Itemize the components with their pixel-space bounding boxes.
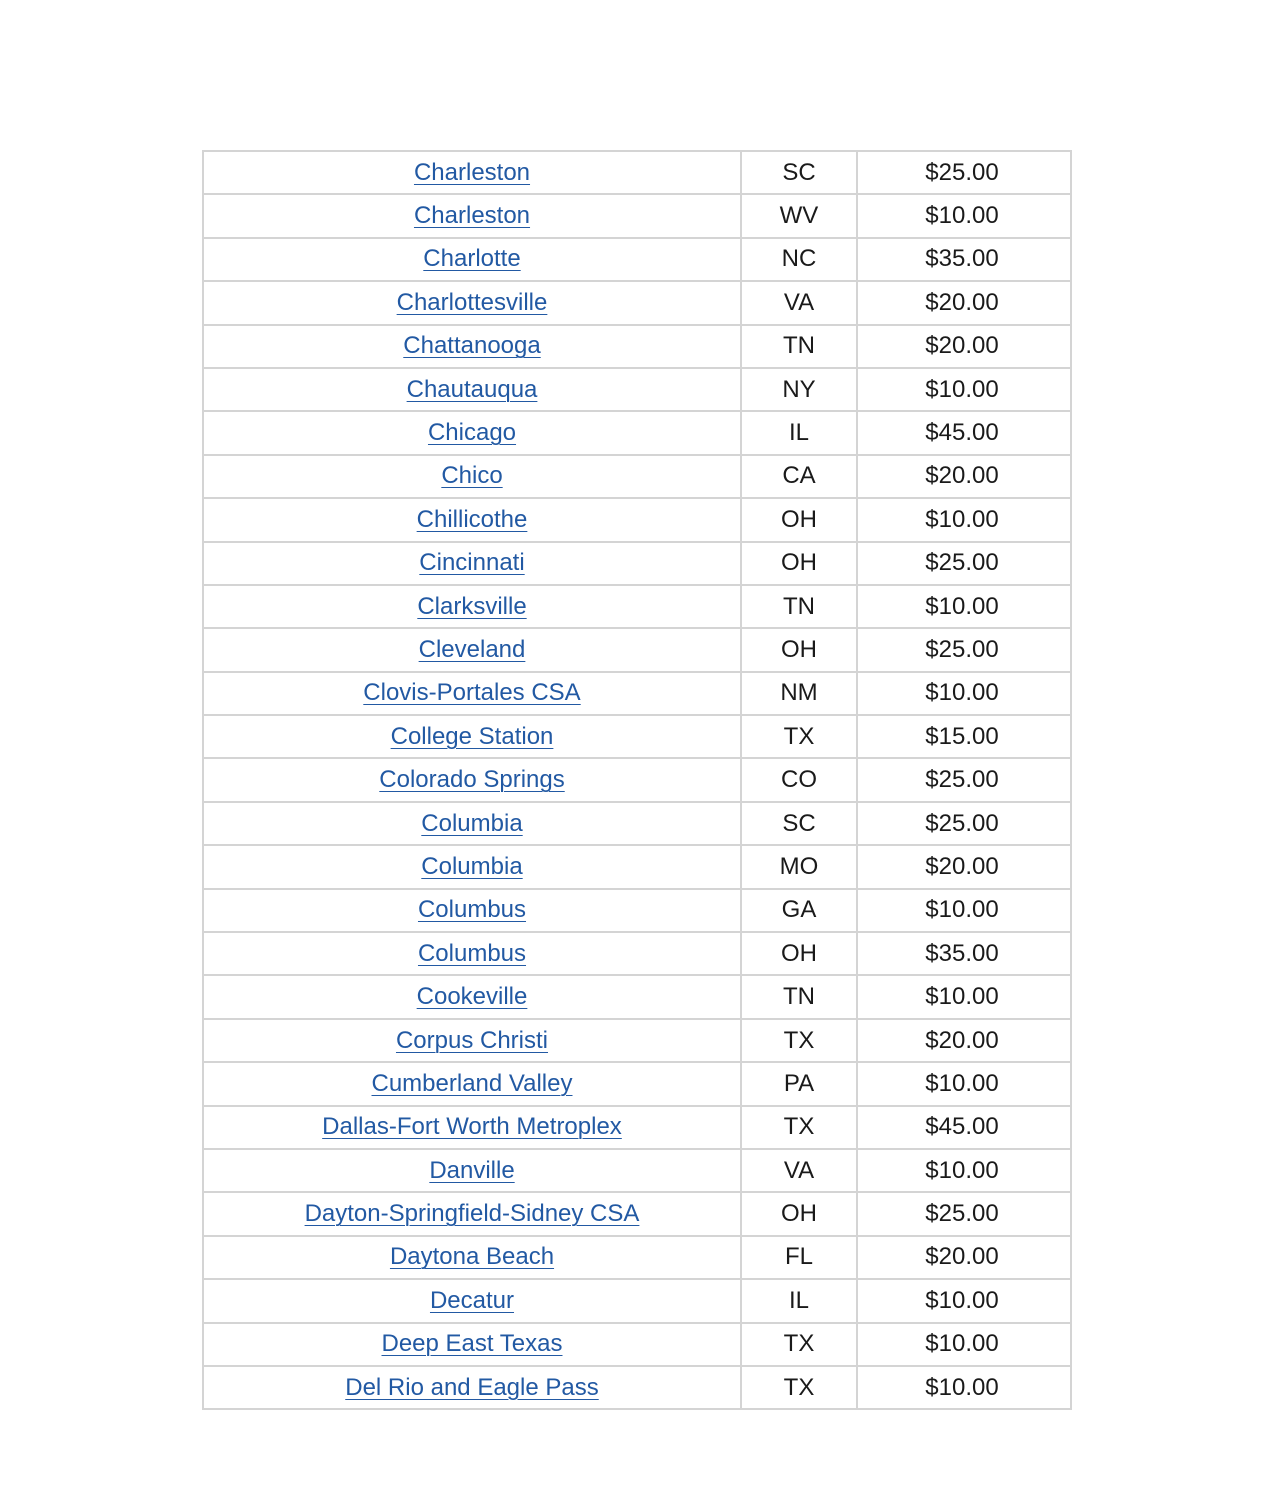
price-value: $10.00 <box>925 1286 999 1314</box>
state-cell: TX <box>741 1019 857 1062</box>
state-cell: TN <box>741 975 857 1018</box>
state-cell: SC <box>741 802 857 845</box>
price-value: $10.00 <box>925 505 999 533</box>
price-cell <box>857 932 1071 975</box>
city-link[interactable]: College Station <box>390 722 554 750</box>
city-link[interactable]: Chicago <box>427 419 517 447</box>
city-link[interactable]: Clovis-Portales CSA <box>363 679 581 707</box>
table-row <box>203 1106 1071 1149</box>
city-cell <box>203 1106 741 1149</box>
price-value: $10.00 <box>925 896 999 924</box>
state-cell: FL <box>741 1236 857 1279</box>
table-row <box>203 585 1071 628</box>
city-cell <box>203 932 741 975</box>
city-link[interactable]: Charlotte <box>423 245 521 273</box>
city-cell <box>203 1279 741 1322</box>
price-cell <box>857 411 1071 454</box>
table-body <box>203 151 1071 1409</box>
price-value: $25.00 <box>925 549 999 577</box>
city-cell <box>203 151 741 194</box>
price-cell <box>857 151 1071 194</box>
city-link[interactable]: Cincinnati <box>419 549 525 577</box>
price-value: $25.00 <box>925 1200 999 1228</box>
table-row <box>203 1366 1071 1409</box>
city-link[interactable]: Charleston <box>413 158 531 186</box>
table-row <box>203 889 1071 932</box>
price-value: $35.00 <box>925 245 999 273</box>
city-link[interactable]: Columbus <box>417 896 527 924</box>
city-link[interactable]: Cumberland Valley <box>371 1069 573 1097</box>
table-row <box>203 281 1071 324</box>
table-row <box>203 1149 1071 1192</box>
table-row <box>203 368 1071 411</box>
state-cell: IL <box>741 411 857 454</box>
table-row <box>203 325 1071 368</box>
state-cell: CA <box>741 455 857 498</box>
state-cell: TX <box>741 715 857 758</box>
city-cell <box>203 238 741 281</box>
state-cell: TN <box>741 585 857 628</box>
table-row <box>203 672 1071 715</box>
price-cell <box>857 1192 1071 1235</box>
price-cell <box>857 1323 1071 1366</box>
city-link[interactable]: Clarksville <box>417 592 527 620</box>
city-cell <box>203 542 741 585</box>
city-link[interactable]: Chico <box>441 462 503 490</box>
state-cell: TX <box>741 1106 857 1149</box>
price-value: $25.00 <box>925 635 999 663</box>
state-cell: WV <box>741 194 857 237</box>
city-cell <box>203 715 741 758</box>
price-value: $10.00 <box>925 1330 999 1358</box>
state-cell: OH <box>741 542 857 585</box>
price-value: $15.00 <box>925 722 999 750</box>
price-value: $45.00 <box>925 419 999 447</box>
city-cell <box>203 281 741 324</box>
city-cell <box>203 1323 741 1366</box>
city-cell <box>203 411 741 454</box>
city-cell <box>203 368 741 411</box>
city-link[interactable]: Chattanooga <box>403 332 541 360</box>
city-cell <box>203 889 741 932</box>
state-cell: OH <box>741 1192 857 1235</box>
state-cell: OH <box>741 628 857 671</box>
market-table-container <box>202 150 1070 1410</box>
table-row <box>203 1192 1071 1235</box>
city-link[interactable]: Columbia <box>421 809 523 837</box>
price-cell <box>857 1279 1071 1322</box>
price-cell <box>857 1019 1071 1062</box>
table-row <box>203 411 1071 454</box>
price-cell <box>857 542 1071 585</box>
price-cell <box>857 889 1071 932</box>
price-value: $10.00 <box>925 375 999 403</box>
table-row <box>203 802 1071 845</box>
table-row <box>203 542 1071 585</box>
state-cell: TX <box>741 1366 857 1409</box>
city-link[interactable]: Colorado Springs <box>379 766 565 794</box>
state-cell: NM <box>741 672 857 715</box>
price-cell <box>857 1106 1071 1149</box>
state-cell: TN <box>741 325 857 368</box>
table-row <box>203 194 1071 237</box>
city-link[interactable]: Dallas-Fort Worth Metroplex <box>322 1113 622 1141</box>
state-cell: OH <box>741 498 857 541</box>
city-link[interactable]: Del Rio and Eagle Pass <box>345 1373 599 1401</box>
table-row <box>203 628 1071 671</box>
city-cell <box>203 194 741 237</box>
table-row <box>203 1236 1071 1279</box>
price-value: $10.00 <box>925 592 999 620</box>
city-link[interactable]: Cleveland <box>418 635 526 663</box>
table-row <box>203 975 1071 1018</box>
city-link[interactable]: Decatur <box>429 1286 515 1314</box>
city-cell <box>203 1019 741 1062</box>
city-cell <box>203 585 741 628</box>
price-value: $20.00 <box>925 1026 999 1054</box>
table-row <box>203 1279 1071 1322</box>
price-value: $20.00 <box>925 852 999 880</box>
state-cell: NY <box>741 368 857 411</box>
city-link[interactable]: Charlottesville <box>396 288 548 316</box>
price-value: $10.00 <box>925 1156 999 1184</box>
city-cell <box>203 1236 741 1279</box>
price-cell <box>857 455 1071 498</box>
table-row <box>203 1062 1071 1105</box>
table-row <box>203 845 1071 888</box>
city-cell <box>203 802 741 845</box>
state-cell: OH <box>741 932 857 975</box>
price-cell <box>857 845 1071 888</box>
state-cell: MO <box>741 845 857 888</box>
price-cell <box>857 802 1071 845</box>
city-link[interactable]: Chautauqua <box>406 375 538 403</box>
table-row <box>203 1019 1071 1062</box>
price-value: $20.00 <box>925 1243 999 1271</box>
price-cell <box>857 281 1071 324</box>
city-cell <box>203 975 741 1018</box>
table-row <box>203 715 1071 758</box>
price-value: $45.00 <box>925 1113 999 1141</box>
price-value: $10.00 <box>925 1069 999 1097</box>
city-cell <box>203 1366 741 1409</box>
city-link[interactable]: Danville <box>429 1156 515 1184</box>
price-value: $35.00 <box>925 939 999 967</box>
price-value: $25.00 <box>925 158 999 186</box>
table-row <box>203 238 1071 281</box>
table-row <box>203 758 1071 801</box>
state-cell: IL <box>741 1279 857 1322</box>
city-link[interactable]: Cookeville <box>416 983 528 1011</box>
price-cell <box>857 1062 1071 1105</box>
price-cell <box>857 238 1071 281</box>
city-cell <box>203 1192 741 1235</box>
state-cell: NC <box>741 238 857 281</box>
price-cell <box>857 194 1071 237</box>
table-row <box>203 455 1071 498</box>
city-cell <box>203 628 741 671</box>
city-link[interactable]: Dayton-Springfield-Sidney CSA <box>304 1200 640 1228</box>
state-cell: SC <box>741 151 857 194</box>
city-link[interactable]: Deep East Texas <box>381 1330 563 1358</box>
city-link[interactable]: Corpus Christi <box>395 1026 549 1054</box>
price-cell <box>857 1236 1071 1279</box>
city-link[interactable]: Chillicothe <box>416 505 528 533</box>
city-cell <box>203 1149 741 1192</box>
city-link[interactable]: Charleston <box>413 202 531 230</box>
city-link[interactable]: Columbia <box>421 852 523 880</box>
price-value: $20.00 <box>925 462 999 490</box>
price-cell <box>857 758 1071 801</box>
price-value: $10.00 <box>925 983 999 1011</box>
city-cell <box>203 672 741 715</box>
price-cell <box>857 498 1071 541</box>
price-cell <box>857 368 1071 411</box>
price-value: $10.00 <box>925 202 999 230</box>
price-cell <box>857 628 1071 671</box>
table-row <box>203 1323 1071 1366</box>
city-cell <box>203 845 741 888</box>
price-value: $10.00 <box>925 1373 999 1401</box>
state-cell: CO <box>741 758 857 801</box>
city-cell <box>203 498 741 541</box>
table-row <box>203 498 1071 541</box>
state-cell: TX <box>741 1323 857 1366</box>
price-cell <box>857 1366 1071 1409</box>
state-cell: GA <box>741 889 857 932</box>
price-value: $10.00 <box>925 679 999 707</box>
price-cell <box>857 1149 1071 1192</box>
price-value: $25.00 <box>925 809 999 837</box>
price-cell <box>857 325 1071 368</box>
state-cell: PA <box>741 1062 857 1105</box>
price-cell <box>857 672 1071 715</box>
price-value: $20.00 <box>925 288 999 316</box>
table-row <box>203 932 1071 975</box>
table-row <box>203 151 1071 194</box>
market-price-table <box>202 150 1072 1410</box>
city-link[interactable]: Columbus <box>417 939 527 967</box>
state-cell: VA <box>741 1149 857 1192</box>
city-cell <box>203 325 741 368</box>
price-value: $20.00 <box>925 332 999 360</box>
city-cell <box>203 1062 741 1105</box>
city-link[interactable]: Daytona Beach <box>389 1243 555 1271</box>
price-value: $25.00 <box>925 766 999 794</box>
price-cell <box>857 975 1071 1018</box>
price-cell <box>857 715 1071 758</box>
city-cell <box>203 758 741 801</box>
price-cell <box>857 585 1071 628</box>
city-cell <box>203 455 741 498</box>
state-cell: VA <box>741 281 857 324</box>
